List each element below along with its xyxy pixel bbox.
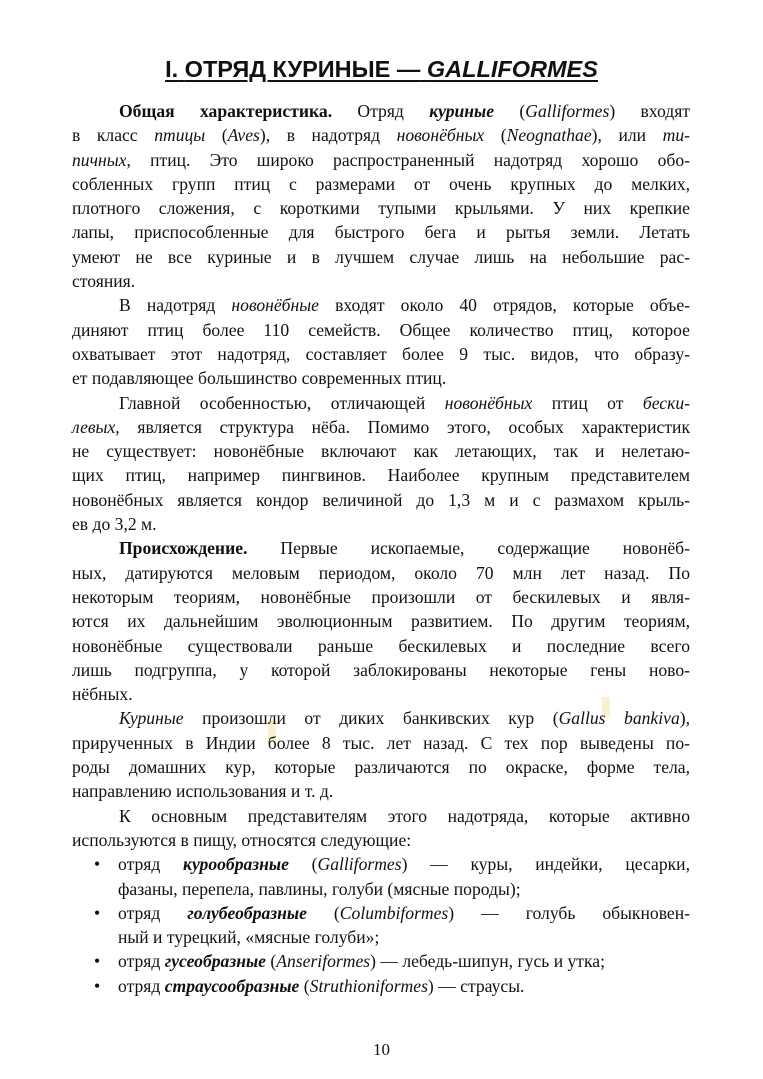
text-line: охватывает этот надотряд, составляет более 9 тыс. видов, что образу-: [72, 343, 690, 364]
text-line: Общая характеристика. Отряд куриные (Galliformes) входят: [119, 101, 690, 121]
list-item: [72, 852, 690, 901]
paragraph-palate: [72, 391, 690, 537]
page-number: 10: [373, 1040, 390, 1059]
paragraph-representatives: [72, 804, 690, 853]
text-line: некоторым теориям, новонёбные произошли от бескилевых и явля-: [72, 586, 690, 607]
text-line: ных, датируются меловым периодом, около 70 млн лет назад. По: [72, 562, 690, 583]
text-line: • отряд страусообразные (Struthioniformes) — страусы.: [72, 974, 690, 998]
list-item: [72, 949, 690, 973]
chapter-title: ОТРЯД КУРИНЫЕ —: [184, 56, 421, 82]
bullet-icon: •: [94, 854, 101, 875]
text-line: используются в пищу, относятся следующие:: [72, 829, 412, 850]
text-line: не существует: новонёбные включают как летающих, так и нелетаю-: [72, 441, 690, 462]
bullet-icon: •: [94, 902, 101, 923]
text-line: лишь подгруппа, у которой заблокированы некоторые гены ново-: [72, 659, 690, 680]
latin-term: Galliformes: [525, 101, 610, 121]
text-line: в класс птицы (Aves), в надотряд новонёбных (Neognathae), или ти-: [72, 125, 690, 146]
text-line: собленных групп птиц с размерами от очень крупных до мелких,: [72, 173, 690, 194]
paragraph-origin: [72, 536, 690, 706]
text-line: ев до 3,2 м.: [72, 514, 157, 535]
text-line: левых, является структура нёба. Помимо этого, особых характеристик: [72, 416, 690, 437]
text-line: Главной особенностью, отличающей новонёбных птиц от бески-: [119, 392, 690, 413]
text-line: направлению использования и т. д.: [72, 781, 334, 802]
text-line: пичных, птиц. Это широко распространенный надотряд хорошо обо-: [72, 149, 690, 170]
text-line: • отряд курообразные (Galliformes) — куры, индейки, цесарки,: [72, 852, 690, 876]
chapter-heading: [0, 54, 763, 84]
list-item: [72, 901, 690, 950]
text-line: новонёбные существовали раньше бескилевых и последние всего: [72, 635, 690, 656]
section-label: Происхождение.: [119, 538, 248, 559]
paragraph-domestication: [72, 706, 690, 803]
bullet-icon: •: [94, 951, 101, 972]
chapter-title-latin: GALLIFORMES: [426, 56, 598, 82]
text-line: К основным представителям этого надотряда, которые активно: [119, 805, 690, 826]
text-line: В надотряд новонёбные входят около 40 отрядов, которые объе-: [119, 295, 690, 316]
text-line: • отряд голубеобразные (Columbiformes) — голубь обыкновен-: [72, 901, 690, 925]
term: куриные: [429, 101, 495, 121]
bullet-list: [72, 852, 690, 998]
text-line: стояния.: [72, 271, 136, 292]
text-line: диняют птиц более 110 семейств. Общее количество птиц, которое: [72, 319, 690, 340]
text-line: умеют не все куриные и в лучшем случае лишь на небольшие рас-: [72, 246, 690, 267]
text-line: щих птиц, например пингвинов. Наиболее крупным представителем: [72, 465, 690, 486]
main-text: [72, 99, 690, 998]
text-line: фазаны, перепела, павлины, голуби (мясные породы);: [118, 878, 521, 899]
text-line: • отряд гусеобразные (Anseriformes) — лебедь-шипун, гусь и утка;: [72, 949, 690, 973]
list-item: [72, 974, 690, 998]
text-line: Куриные произошли от диких банкивских кур (Gallus bankiva),: [119, 708, 691, 729]
section-label: Общая характеристика.: [119, 101, 333, 121]
text-line: Происхождение. Первые ископаемые, содержащие новонёб-: [119, 538, 690, 559]
text-line: роды домашних кур, которые различаются по окраске, форме тела,: [72, 757, 690, 778]
text-line: нёбных.: [72, 684, 133, 705]
text-line: лапы, приспособленные для быстрого бега и рытья земли. Летать: [72, 222, 690, 243]
paragraph-general: [72, 99, 690, 293]
text-line: плотного сложения, с короткими тупыми крыльями. У них крепкие: [72, 198, 690, 219]
text-line: прирученных в Индии более 8 тыс. лет назад. С тех пор выведены по-: [72, 732, 690, 753]
paragraph-neognathae: [72, 293, 690, 390]
chapter-number: I.: [165, 56, 179, 82]
text-line: ются их дальнейшим эволюционным развитием. По другим теориям,: [72, 611, 690, 632]
text-line: ный и турецкий, «мясные голуби»;: [118, 927, 380, 948]
bullet-icon: •: [94, 975, 101, 996]
text-line: новонёбных является кондор величиной до 1,3 м и с размахом крыль-: [72, 489, 690, 510]
text-line: ет подавляющее большинство современных птиц.: [72, 368, 447, 389]
